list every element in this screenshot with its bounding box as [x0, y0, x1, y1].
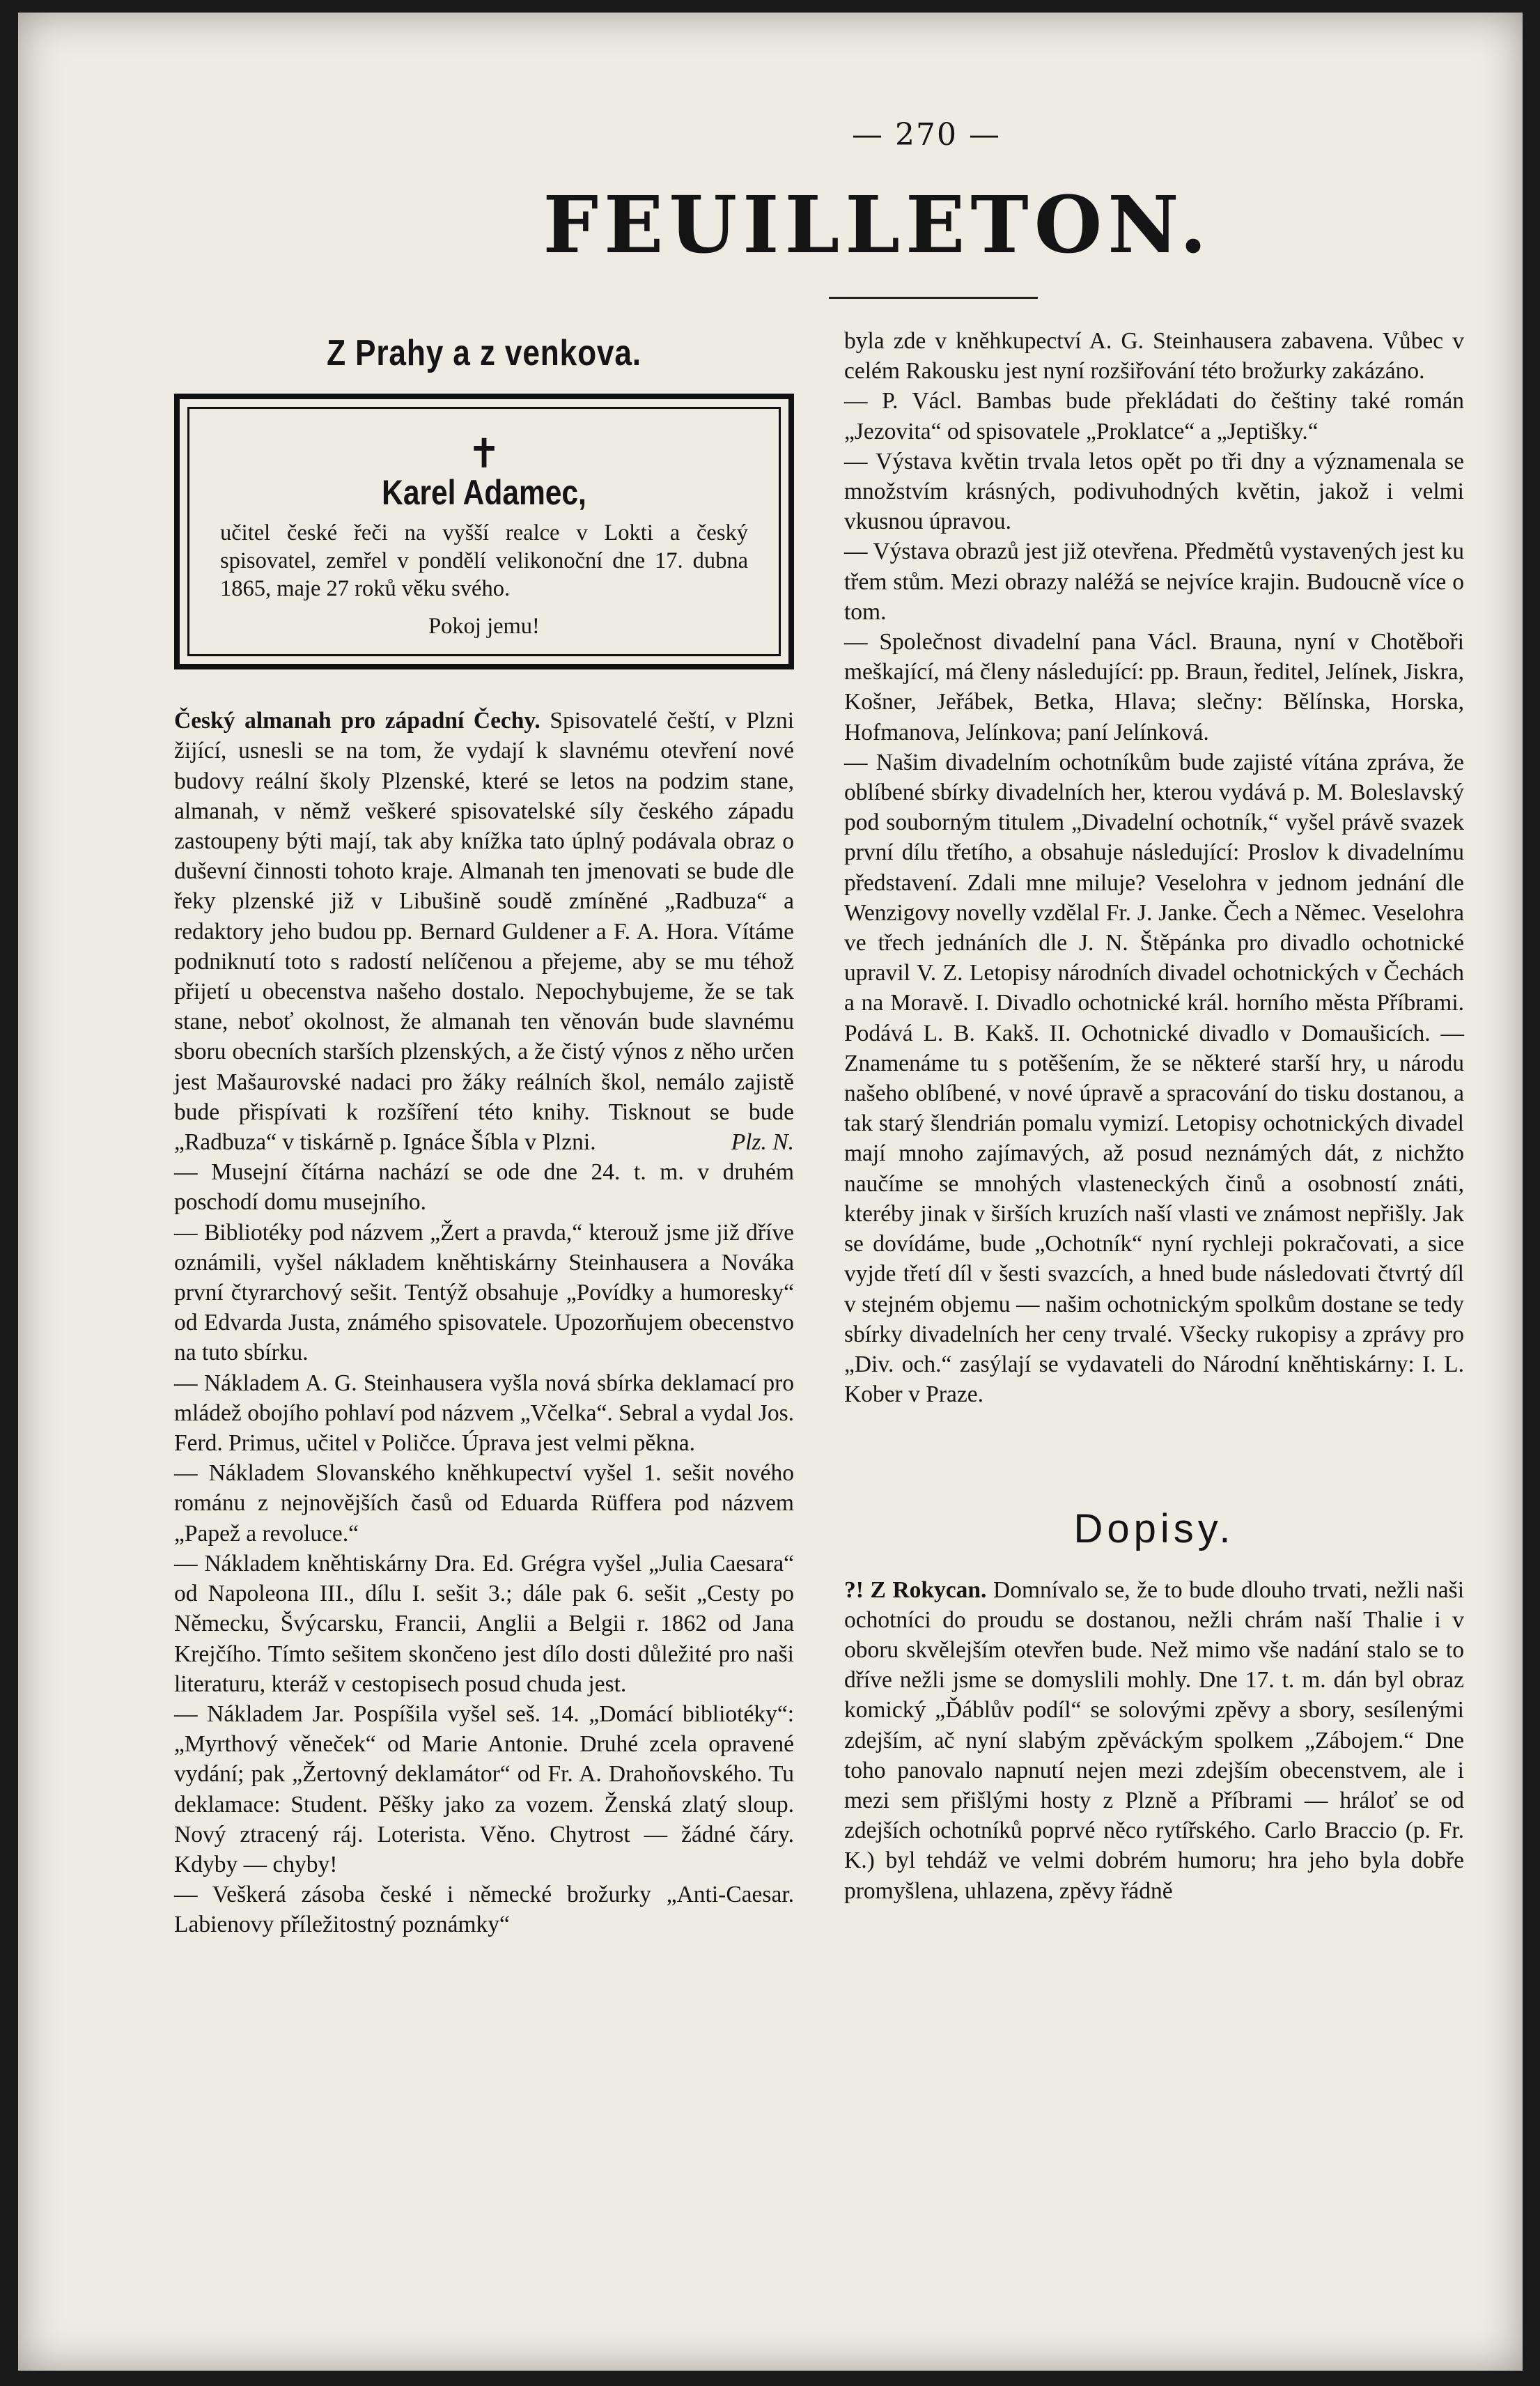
- almanac-text: Spisovatelé čeští, v Plzni žijící, usnesli se na tom, že vydají k slavnému otevření nové budovy reální školy Plzenské, které se letos na podzim stane, almanah, v němž veškeré spisovatelské síly českého západu zastoupeny býti mají, tak aby knížka tato úplný podávala obraz o duševní činnosti tohoto kraje. Almanah ten jmenovati se bude dle řeky plzenské již v Libušině soudě zmíněné „Radbuza“ a redaktory jeho budou pp. Bernard Guldener a F. A. Hora. Vítáme podniknutí toto s radostí nelíčenou a přejeme, aby se mu téhož přijetí u obecenstva našeho dostalo. Nepochybujeme, že se tak stane, neboť okolnost, že almanah ten věnován bude slavnému sboru obecních starších plzenských, a že čistý výnos z něho určen jest Mašaurovské nadaci pro žáky reálních škol, nemálo zajistě bude přispívati k rozšíření této knihy. Tisknout se bude „Radbuza“ v tiskárně p. Ignáce Šíbla v Plzni.: [174, 708, 795, 1156]
- news-item: byla zde v kněhkupectví A. G. Steinhausera zabavena. Vůbec v celém Rakousku jest nyní rozšiřování této brožurky zakázáno.: [844, 328, 1464, 385]
- letter-article: [844, 1575, 1464, 1906]
- masthead-title: FEUILLETON.: [543, 180, 1213, 271]
- letters-title: Dopisy.: [1073, 1506, 1235, 1552]
- news-item: — Výstava obrazů jest již otevřena. Předmětů vystavených jest ku třem stům. Mezi obrazy naléžá se nejvíce krajin. Budoucně více o tom.: [844, 539, 1464, 625]
- obituary-closing: Pokoj jemu!: [428, 614, 540, 640]
- news-item: — Nákladem A. G. Steinhausera vyšla nová sbírka deklamací pro mládež obojího pohlaví pod názvem „Včelka“. Sebral a vydal Jos. Ferd. Primus, učitel v Poličce. Úprava jest velmi pěkna.: [174, 1370, 794, 1457]
- obituary-name: Karel Adamec,: [382, 473, 586, 513]
- almanac-signature: Plz. N.: [731, 1129, 794, 1156]
- right-column: [844, 326, 1464, 1906]
- section-title: Z Prahy a z venkova.: [327, 333, 641, 373]
- news-item: — Společnost divadelní pana Václ. Brauna, nyní v Chotěboři meškající, má členy následující: pp. Braun, ředitel, Jelínek, Jiskra, Košner, Jeřábek, Betka, Hlava; slečny: Bělínska, Horska, Hofmanova, Jelínkova; paní Jelínková.: [844, 629, 1464, 745]
- news-item: — Našim divadelním ochotníkům bude zajisté vítána zpráva, že oblíbené sbírky divadelních her, kterou vydává p. M. Boleslavský pod souborným titulem „Divadelní ochotník,“ vyšel právě svazek první dílu třetího, a obsahuje následující: Proslov k divadelnímu představení. Zdali mne miluje? Veselohra v jednom jednání dle Wenzigovy novelly vzdělal Fr. J. Janke. Čech a Němec. Veselohra ve třech jednáních dle J. N. Štěpánka pro divadlo ochotnické upravil V. Z. Letopisy národních divadel ochotnických v Čechách a na Moravě. I. Divadlo ochotnické král. horního města Příbrami. Podává L. B. Kakš. II. Ochotnické divadlo v Domaušicích. — Znamenáme tu s potěšením, že se některé starší hry, u národu našeho oblíbené, v nové úpravě a spracování do tisku dostanou, a tak starý šlendrián pomalu vymizí. Letopisy ochotnických divadel mají mnoho zajímavých, až posud neznámých dát, z nichžto naučíme se mnohých vlasteneckých činů a osobností znáti, kteréby jinak v širších kruzích naší vlasti ve známost nepřišly. Jak se dovídáme, bude „Ochotník“ nyní rychleji pokračovati, a sice vyjde třetí díl v šesti svazcích, a hned bude následovati čtvrtý díl v stejném objemu — našim ochotnickým spolkům dostane se tedy sbírky divadelních her ceny trvalé. Všecky rukopisy a zprávy pro „Div. och.“ zasýlají se vydavateli do Národní kněhtiskárny: I. L. Kober v Praze.: [844, 749, 1464, 1408]
- newspaper-sheet: [18, 13, 1523, 2371]
- almanac-heading: Český almanah pro západní Čechy.: [174, 708, 540, 734]
- news-item: — Nákladem kněhtiskárny Dra. Ed. Grégra vyšel „Julia Caesara“ od Napoleona III., dílu I. sešit 3.; dále pak 6. sešit „Cesty po Německu, Švýcarsku, Francii, Anglii a Belgii r. 1862 od Jana Krejčího. Tímto sešitem skončeno jest dílo dosti důležité pro naši literaturu, kteráž v cestopisech posud chuda jest.: [174, 1550, 794, 1697]
- news-item: — Nákladem Jar. Pospíšila vyšel seš. 14. „Domácí bibliotéky“: „Myrthový věneček“ od Marie Antonie. Druhé zcela opravené vydání; pak „Žertovný deklamátor“ od Fr. A. Drahoňovského. Tu deklamace: Student. Pěšky jako za vozem. Ženská zlatý sloup. Nový ztracený ráj. Loterista. Věno. Chytrost — žádné čáry. Kdyby — chyby!: [174, 1701, 794, 1877]
- column-gap: [844, 1409, 1464, 1514]
- news-item: — Bibliotéky pod názvem „Žert a pravda,“ kterouž jsme již dříve oznámili, vyšel nákladem kněhtiskárny Steinhausera a Nováka první čtyrarchový sešit. Tentýž obsahuje „Povídky a humoresky“ od Edvarda Justa, známého spisovatele. Upozorňujem obecenstvo na tuto sbírku.: [174, 1219, 794, 1366]
- page: [160, 103, 1491, 2291]
- cross-icon: ✝: [467, 431, 501, 477]
- obituary-box: [174, 394, 794, 669]
- left-column: [174, 326, 794, 1940]
- page-number: — 270 —: [852, 117, 1001, 153]
- news-item: — Výstava květin trvala letos opět po tři dny a významenala se množstvím krásných, podivuhodných květin, jakož i velmi vkusnou úpravou.: [844, 448, 1464, 535]
- letter-text: Domnívalo se, že to bude dlouho trvati, nežli naši ochotníci do proudu se dostanou, nežli chrám naší Thalie i v oboru skvělejším otevřen bude. Než mimo vše nadání stalo se to dříve nežli jsme se domyslili mohly. Dne 17. t. m. dán byl obraz komický „Ďáblův podíl“ se solovými zpěvy a sbory, sesílenými zdejším, ač nyní slabým zpěváckým spolkem „Zábojem.“ Dne toho panovalo napnutí nejen mezi zdejším obecenstvem, ale i mezi sem přišlými hosty z Plzně a Příbrami — hráloť se od zdejších ochotníků poprvé něco rytířského. Carlo Braccio (p. Fr. K.) byl tehdáž ve velmi dobrém humoru; hra jeho byla dobře promyšlena, uhlazena, zpěvy řádně: [844, 1577, 1465, 1904]
- news-item: — Nákladem Slovanského kněhkupectví vyšel 1. sešit nového románu z nejnovějších časů od Eduarda Rüffera pod názvem „Papež a revoluce.“: [174, 1460, 794, 1547]
- news-item: — Musejní čítárna nachází se ode dne 24. t. m. v druhém poschodí domu musejního.: [174, 1159, 794, 1216]
- almanac-article: [174, 706, 794, 1157]
- obituary-text: učitel české řeči na vyšší realce v Lokti a český spisovatel, zemřel v pondělí velikonoční dne 17. dubna 1865, maje 27 roků věku svého.: [220, 520, 748, 602]
- news-item: — P. Václ. Bambas bude překládati do češtiny také román „Jezovita“ od spisovatele „Proklatce“ a „Jeptišky.“: [844, 388, 1464, 444]
- title-divider: [829, 297, 1038, 299]
- letter-heading: ?! Z Rokycan.: [844, 1577, 987, 1603]
- news-item: — Veškerá zásoba české i německé brožurky „Anti-Caesar. Labienovy příležitostný poznámky“: [174, 1882, 794, 1938]
